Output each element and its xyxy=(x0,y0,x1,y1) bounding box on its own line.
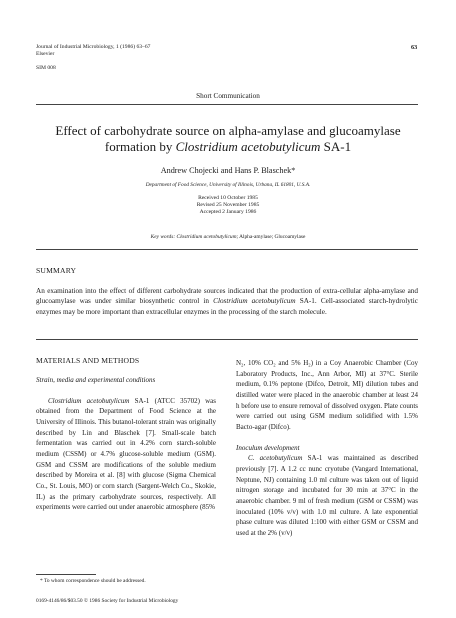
right-paragraph-1: N₂, 10% CO₂ and 5% H₂) in a Coy Anaerobic Chamber (Coy Laboratory Products, Inc., Ann Arbor, MI) at 37°C. Sterile medium, 0.1% peptone (Difco, Detroit, MI) dilution tubes and distilled water were placed in the anaerobic chamber at least 24 h before use to ensure removal of dissolved oxygen. Plate counts were carried out using GSM medium solidified with 1.5% Bacto-agar (Difco). xyxy=(236,359,418,431)
title-line-2: formation by Clostridium acetobutylicum SA-1 xyxy=(104,139,352,154)
right-column xyxy=(236,358,418,539)
header-rule xyxy=(36,104,418,105)
footnote: * To whom correspondence should be addressed. xyxy=(40,578,146,584)
left-paragraph-1: Clostridium acetobutylicum SA-1 (ATCC 35702) was obtained from the Department of Food Science at the University of Illinois. This butanol-tolerant strain was originally described by Lin and Blaschek [7]. Small-scale batch fermentation was carried out in 4.2% corn starch-soluble medium (CSSM) or 4.7% glucose-soluble medium (GSM). GSM and CSSM are modifications of the soluble medium described by Moreira et al. [8] with glucose (Sigma Chemical Co., St. Louis, MO) or corn starch (Sargent-Welch Co., Skokie, IL) as the primary carbohydrate sources, respectively. All experiments were carried out under anaerobic atmosphere (85% xyxy=(36,396,216,512)
keywords: Key words: Clostridium acetobutylicum; Alpha-amylase; Glucoamylase xyxy=(150,234,306,240)
left-column xyxy=(36,375,216,513)
summary-rule xyxy=(36,339,418,340)
accepted-date: Accepted 2 January 1986 xyxy=(199,209,257,216)
section-type: Short Communication xyxy=(196,92,260,100)
affiliation: Department of Food Science, University of Illinois, Urbana, IL 61801, U.S.A. xyxy=(145,182,311,188)
footnote-rule xyxy=(36,574,96,575)
journal-citation: Journal of Industrial Microbiology, 1 (1986) 63–67 xyxy=(36,44,151,50)
sim-code: SIM 008 xyxy=(36,65,56,71)
revised-date: Revised 25 November 1985 xyxy=(196,202,260,209)
keywords-rule xyxy=(36,249,418,250)
title-line-1: Effect of carbohydrate source on alpha-amylase and glucoamylase xyxy=(55,123,401,138)
inoculum-subheading: Inoculum development xyxy=(236,443,300,452)
article-dates xyxy=(0,195,456,217)
authors: Andrew Chojecki and Hans P. Blaschek* xyxy=(160,166,296,175)
right-paragraph-2: C. acetobutylicum SA-1 was maintained as described previously [7]. A 1.2 cc nunc cryotube (Vangard International, Neptune, NJ) containing 1.0 ml culture was taken out of liquid nitrogen storage and incubated for 30 min at 37°C in the anaerobic chamber. 9 ml of fresh medium (GSM or CSSM) was inoculated (10% v/v) with 1.0 ml culture. A late exponential phase culture was diluted 1:100 with either GSM or CSSM and used at the 2% (v/v) xyxy=(236,454,418,537)
summary-heading: SUMMARY xyxy=(36,266,77,275)
copyright-line: 0169-4146/86/$03.50 © 1986 Society for Industrial Microbiology xyxy=(36,598,179,604)
received-date: Received 10 October 1985 xyxy=(198,195,258,201)
strain-subheading: Strain, media and experimental conditions xyxy=(36,376,156,384)
article-title xyxy=(0,123,456,155)
page-number: 63 xyxy=(411,44,418,51)
summary-text: An examination into the effect of different carbohydrate sources indicated that the production of extra-cellular alpha-amylase and glucoamylase was under similar biosynthetic control in Clostridium acetobutylicum SA-1. Cell-associated starch-hydrolytic enzymes may be more important than extracellular enzymes in the processing of the starch molecule. xyxy=(36,287,418,316)
methods-heading: MATERIALS AND METHODS xyxy=(36,356,140,365)
publisher: Elsevier xyxy=(36,51,55,57)
